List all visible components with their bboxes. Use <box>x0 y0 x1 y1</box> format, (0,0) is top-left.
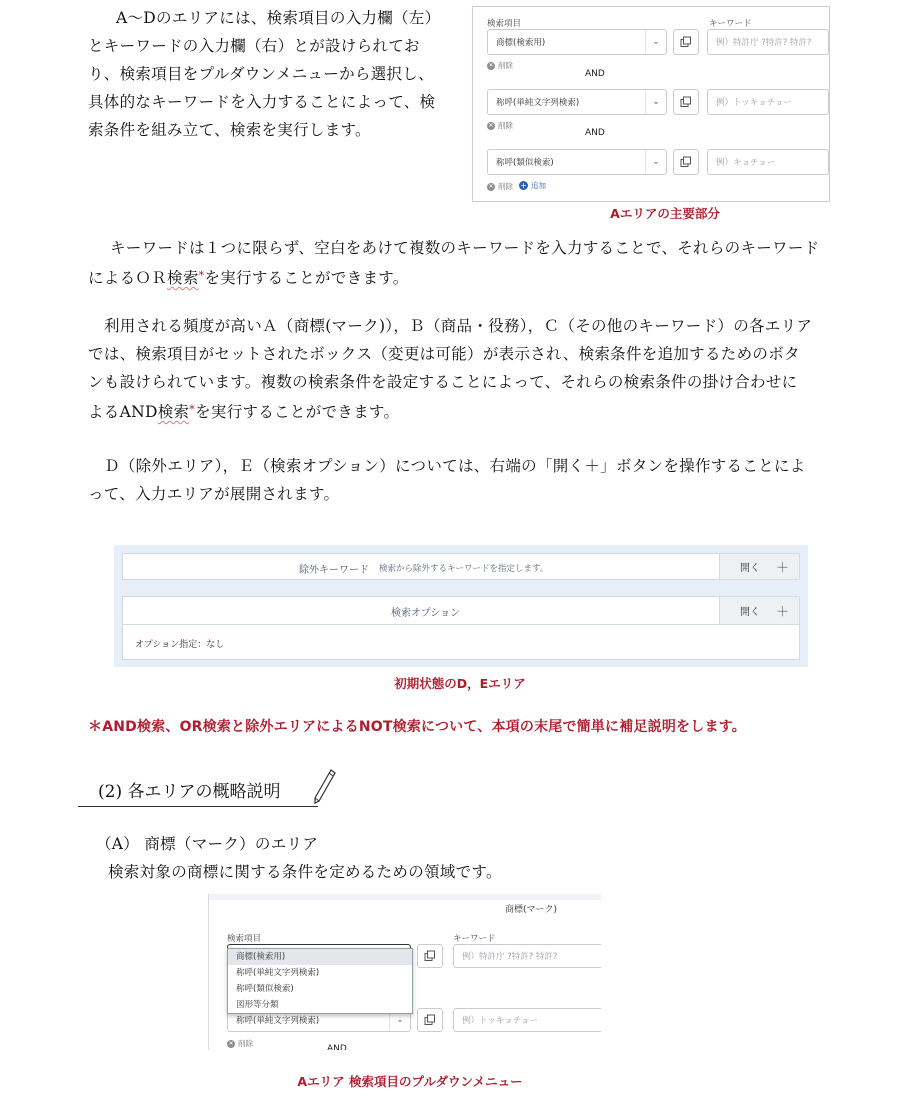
add-button[interactable] <box>519 180 546 191</box>
keyword-placeholder: 例）トッキョチョー <box>462 1016 538 1026</box>
copy-icon <box>680 36 692 48</box>
and-text: よるAND <box>88 403 158 421</box>
copy-button[interactable] <box>417 1008 443 1032</box>
keyword-input[interactable] <box>707 149 829 175</box>
keyword-placeholder: 例）特許庁 ?特許? 特許? <box>462 952 558 962</box>
dropdown-option[interactable]: 称呼(単純文字列検索) <box>236 968 320 978</box>
chevron-down-icon: ⌄ <box>645 150 666 174</box>
intro-line: 索条件を組み立て、検索を実行します。 <box>88 121 371 139</box>
open-label: 開く <box>740 563 760 574</box>
select-value: 商標(検索用) <box>496 38 546 48</box>
intro-line: とキーワードの入力欄（右）とが設けられてお <box>88 37 420 55</box>
copy-button[interactable] <box>673 89 699 115</box>
intro-paragraph <box>88 4 458 144</box>
copy-icon <box>424 950 436 962</box>
keyword-label: キーワード <box>453 934 496 944</box>
delete-link[interactable] <box>227 1038 253 1049</box>
keyword-input[interactable] <box>453 1008 601 1032</box>
and-paragraph <box>88 312 868 426</box>
dropdown-option[interactable]: 商標(検索用) <box>228 949 412 965</box>
delete-label: 削除 <box>498 182 513 191</box>
keyword-label: キーワード <box>709 19 752 29</box>
dropdown-option[interactable]: 図形等分類 <box>236 1000 279 1010</box>
de-line: って、入力エリアが展開されます。 <box>88 485 340 503</box>
copy-button[interactable] <box>673 149 699 175</box>
footnote: ＊AND検索、OR検索と除外エリアによるNOT検索について、本項の末尾で簡単に補足説明をします。 <box>88 719 746 735</box>
keyword-input[interactable] <box>453 944 601 968</box>
chevron-down-icon: ⌄ <box>645 30 666 54</box>
screenshot-a-area <box>472 6 830 202</box>
chevron-down-icon: ⌄ <box>645 90 666 114</box>
search-item-select[interactable] <box>487 29 667 55</box>
dropdown-option[interactable]: 称呼(類似検索) <box>236 984 294 994</box>
and-line <box>88 396 868 426</box>
and-label: AND <box>585 69 605 79</box>
sub-text: 検索対象の商標に関する条件を定めるための領域です。 <box>108 863 502 881</box>
section-underline <box>78 806 318 807</box>
asterisk: * <box>198 269 205 282</box>
plus-icon: ＋ <box>776 561 790 576</box>
delete-link[interactable] <box>487 60 513 71</box>
option-value: オプション指定：なし <box>135 640 225 650</box>
delete-label: 削除 <box>498 121 513 130</box>
close-icon: ✕ <box>228 1039 234 1047</box>
and-line: 利用される頻度が高いＡ（商標(マーク)），Ｂ（商品・役務），Ｃ（その他のキーワード）の各エリア <box>104 317 813 335</box>
keyword-placeholder: 例）特許庁 ?特許? 特許? <box>716 38 812 48</box>
or-paragraph <box>88 234 868 292</box>
or-line: キーワードは１つに限らず、空白をあけて複数のキーワードを入力することで、それらのキーワード <box>110 239 820 257</box>
caption-a: Aエリアの主要部分 <box>610 206 720 221</box>
exclude-title: 除外キーワード <box>299 565 369 576</box>
copy-icon <box>680 156 692 168</box>
option-open-button[interactable] <box>719 597 799 624</box>
keyword-placeholder: 例）キョチョー <box>716 158 776 168</box>
delete-label: 削除 <box>498 61 513 70</box>
caption-dropdown: Aエリア 検索項目のプルダウンメニュー <box>297 1074 523 1089</box>
intro-line: A〜Dのエリアには、検索項目の入力欄（左） <box>116 9 441 27</box>
close-icon: ✕ <box>488 121 494 129</box>
option-title: 検索オプション <box>391 608 461 619</box>
select-value: 称呼(類似検索) <box>496 158 554 168</box>
delete-label: 削除 <box>238 1039 253 1048</box>
option-panel <box>122 596 800 660</box>
intro-line: り、検索項目をプルダウンメニューから選択し、 <box>88 65 434 83</box>
select-value: 称呼(単純文字列検索) <box>496 98 580 108</box>
and-label: AND <box>327 1044 347 1050</box>
and-label: AND <box>585 128 605 138</box>
copy-icon <box>680 96 692 108</box>
select-value: 称呼(単純文字列検索) <box>236 1016 320 1026</box>
section-title: (2) 各エリアの概略説明 <box>98 782 281 802</box>
and-line: ンも設けられています。複数の検索条件を設定することによって、それらの検索条件の掛け合わせに <box>88 373 798 391</box>
copy-button[interactable] <box>673 29 699 55</box>
copy-icon <box>424 1014 436 1026</box>
intro-line: 具体的なキーワードを入力することによって、検 <box>88 93 436 111</box>
sub-heading: （A） 商標（マーク）のエリア <box>96 835 319 853</box>
exclude-open-button[interactable] <box>719 554 799 579</box>
option-header <box>123 597 799 625</box>
or-text: を実行することができます。 <box>204 269 409 287</box>
de-paragraph <box>88 452 868 508</box>
pencil-icon <box>310 768 336 808</box>
keyword-input[interactable] <box>707 89 829 115</box>
search-item-label: 検索項目 <box>487 19 522 29</box>
keyword-placeholder: 例）トッキョチョー <box>716 98 792 108</box>
de-line: Ｄ（除外エリア），Ｅ（検索オプション）については、右端の「開く＋」ボタンを操作することによ <box>104 457 806 475</box>
search-item-select[interactable] <box>487 89 667 115</box>
plus-icon: + <box>520 181 527 190</box>
or-text: によるＯＲ <box>88 269 168 287</box>
panel-title: 商標(マーク) <box>505 905 558 915</box>
and-text: を実行することができます。 <box>195 403 400 421</box>
panel-top-band <box>209 894 601 900</box>
close-icon: ✕ <box>488 61 494 69</box>
close-icon: ✕ <box>488 182 494 190</box>
or-search-term: 検索 <box>167 269 199 287</box>
asterisk: * <box>189 403 196 416</box>
search-item-select[interactable] <box>487 149 667 175</box>
search-item-label: 検索項目 <box>227 934 262 944</box>
exclude-panel <box>122 553 800 580</box>
screenshot-dropdown-area <box>208 894 601 1050</box>
dropdown-menu <box>227 948 413 1014</box>
keyword-input[interactable] <box>707 29 829 55</box>
screenshot-de-area <box>114 545 808 667</box>
or-line <box>88 262 868 292</box>
copy-button[interactable] <box>417 944 443 968</box>
delete-link[interactable] <box>487 120 513 131</box>
delete-link[interactable] <box>487 181 513 192</box>
chevron-down-icon: ⌄ <box>389 1009 410 1031</box>
and-line: では、検索項目がセットされたボックス（変更は可能）が表示され、検索条件を追加するためのボタ <box>88 345 800 363</box>
and-search-term: 検索 <box>157 403 190 421</box>
exclude-hint: 検索から除外するキーワードを指定します。 <box>379 564 549 574</box>
open-label: 開く <box>740 607 760 618</box>
add-label: 追加 <box>531 181 546 190</box>
caption-de: 初期状態のD，Eエリア <box>394 676 526 691</box>
plus-icon: ＋ <box>776 605 790 620</box>
